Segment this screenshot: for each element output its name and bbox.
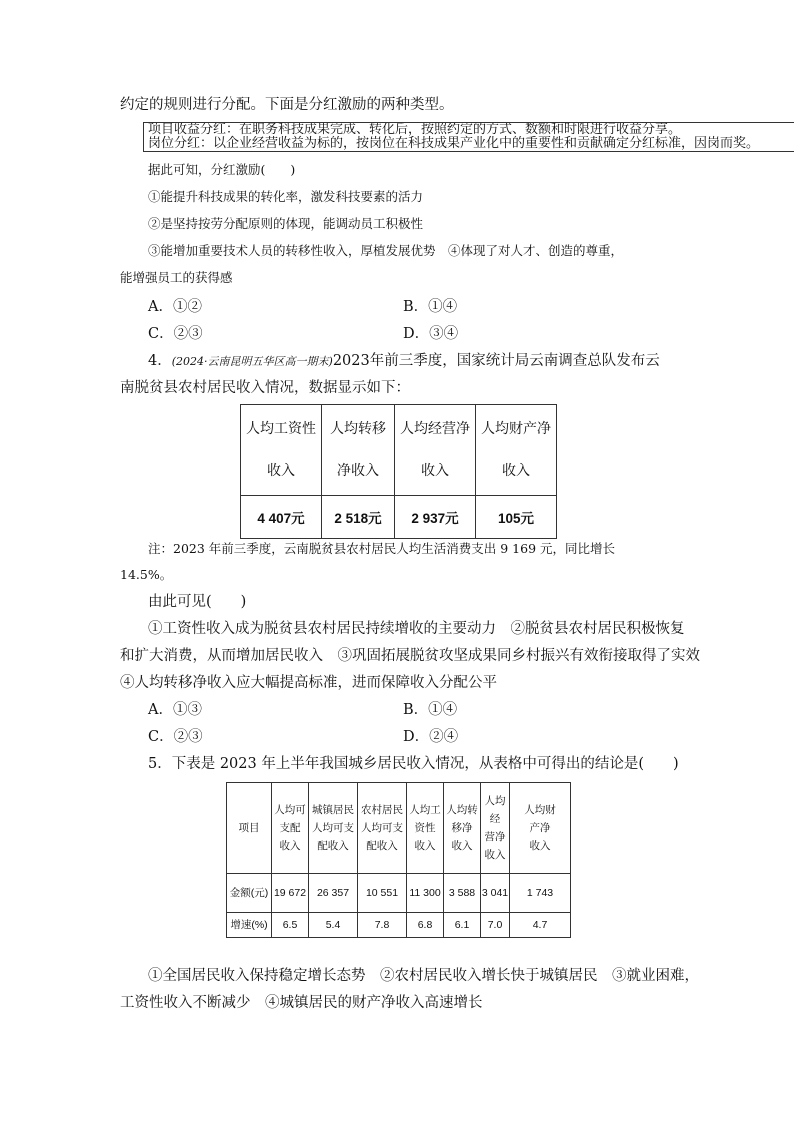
q4-number: 4． bbox=[148, 353, 172, 369]
q4-header-property: 人均财产净 收入 bbox=[476, 405, 557, 496]
q5-growth-urban: 5.4 bbox=[309, 913, 358, 938]
q4-statement-1: ①工资性收入成为脱贫县农村居民持续增收的主要动力 ②脱贫县农村居民积极恢复 bbox=[148, 621, 685, 637]
q5-amount-disposable: 19 672 bbox=[272, 874, 309, 913]
q3-box-line1: 项目收益分红：在职务科技成果完成、转化后，按照约定的方式、数额和时限进行收益分享。 bbox=[148, 122, 682, 137]
q5-statement-1: ①全国居民收入保持稳定增长态势 ②农村居民收入增长快于城镇居民 ③就业困难， bbox=[148, 968, 699, 984]
q5-growth-rural: 7.8 bbox=[358, 913, 407, 938]
q5-row-growth-label: 增速(%) bbox=[227, 913, 272, 938]
q5-header-disposable: 人均可 支配 收入 bbox=[272, 783, 309, 874]
q3-option-b[interactable]: B．①④ bbox=[403, 299, 458, 315]
q5-growth-transfer: 6.1 bbox=[444, 913, 481, 938]
q5-amount-business: 3 041 bbox=[481, 874, 510, 913]
q3-option-c[interactable]: C．②③ bbox=[148, 326, 203, 342]
q5-growth-business: 7.0 bbox=[481, 913, 510, 938]
q5-growth-wage: 6.8 bbox=[407, 913, 444, 938]
q5-header-property: 人均财 产净 收入 bbox=[510, 783, 571, 874]
q4-note-line2: 14.5%。 bbox=[120, 567, 173, 582]
q5-header-business: 人均 经 营净 收入 bbox=[481, 783, 510, 874]
q4-line1 bbox=[148, 351, 660, 372]
q4-stem: 由此可见( ) bbox=[148, 594, 247, 610]
q5-growth-property: 4.7 bbox=[510, 913, 571, 938]
q4-option-a[interactable]: A．①③ bbox=[148, 702, 202, 718]
q5-amount-urban: 26 357 bbox=[309, 874, 358, 913]
q4-line1-text: 2023年前三季度，国家统计局云南调查总队发布云 bbox=[332, 353, 660, 369]
q3-option-d[interactable]: D．③④ bbox=[403, 326, 459, 342]
q5-growth-disposable: 6.5 bbox=[272, 913, 309, 938]
q4-value-property: 105元 bbox=[476, 496, 557, 539]
q4-header-business: 人均经营净 收入 bbox=[395, 405, 476, 496]
q5-header-transfer: 人均转 移净 收入 bbox=[444, 783, 481, 874]
q3-option-a[interactable]: A．①② bbox=[148, 299, 202, 315]
q5-amount-wage: 11 300 bbox=[407, 874, 444, 913]
q4-source: (2024·云南昆明五华区高一期末) bbox=[171, 355, 333, 368]
q3-statement-3: ③能增加重要技术人员的转移性收入，厚植发展优势 ④体现了对人才、创造的尊重， bbox=[148, 243, 624, 258]
q5-header-urban: 城镇居民 人均可支 配收入 bbox=[309, 783, 358, 874]
q4-header-transfer: 人均转移 净收入 bbox=[322, 405, 395, 496]
q5-amount-rural: 10 551 bbox=[358, 874, 407, 913]
q4-option-c[interactable]: C．②③ bbox=[148, 729, 203, 745]
q3-stem: 据此可知，分红激励( ) bbox=[148, 162, 296, 177]
q4-income-table bbox=[240, 404, 557, 539]
q3-statement-1: ①能提升科技成果的转化率，激发科技要素的活力 bbox=[148, 189, 424, 204]
q3-intro: 约定的规则进行分配。下面是分红激励的两种类型。 bbox=[120, 97, 454, 113]
q4-statement-2: 和扩大消费，从而增加居民收入 ③巩固拓展脱贫攻坚成果同乡村振兴有效衔接取得了实效 bbox=[120, 648, 700, 664]
q5-stem: 5．下表是 2023 年上半年我国城乡居民收入情况，从表格中可得出的结论是( ) bbox=[148, 756, 679, 772]
q5-income-table bbox=[226, 782, 571, 938]
q5-amount-property: 1 743 bbox=[510, 874, 571, 913]
q4-note-line1: 注：2023 年前三季度，云南脱贫县农村居民人均生活消费支出 9 169 元，同比增长 bbox=[148, 541, 616, 556]
q4-option-d[interactable]: D．②④ bbox=[403, 729, 459, 745]
q4-statement-3: ④人均转移净收入应大幅提高标准，进而保障收入分配公平 bbox=[120, 675, 497, 691]
q5-statement-2: 工资性收入不断减少 ④城镇居民的财产净收入高速增长 bbox=[120, 995, 483, 1011]
q3-info-box bbox=[143, 122, 794, 152]
q4-line2: 南脱贫县农村居民收入情况，数据显示如下： bbox=[120, 380, 410, 396]
q5-header-item: 项目 bbox=[227, 783, 272, 874]
q5-amount-transfer: 3 588 bbox=[444, 874, 481, 913]
q3-statement-2: ②是坚持按劳分配原则的体现，能调动员工积极性 bbox=[148, 216, 424, 231]
q5-header-wage: 人均工 资性 收入 bbox=[407, 783, 444, 874]
q4-value-wage: 4 407元 bbox=[241, 496, 322, 539]
q4-option-b[interactable]: B．①④ bbox=[403, 702, 458, 718]
q4-header-wage: 人均工资性 收入 bbox=[241, 405, 322, 496]
q5-header-rural: 农村居民 人均可支 配收入 bbox=[358, 783, 407, 874]
q5-row-amount-label: 金额(元) bbox=[227, 874, 272, 913]
q4-value-transfer: 2 518元 bbox=[322, 496, 395, 539]
q3-box-line2: 岗位分红：以企业经营收益为标的，按岗位在科技成果产业化中的重要性和贡献确定分红标准，因岗而奖。 bbox=[148, 136, 760, 151]
q4-value-business: 2 937元 bbox=[395, 496, 476, 539]
q3-statement-3-cont: 能增强员工的获得感 bbox=[120, 270, 233, 285]
